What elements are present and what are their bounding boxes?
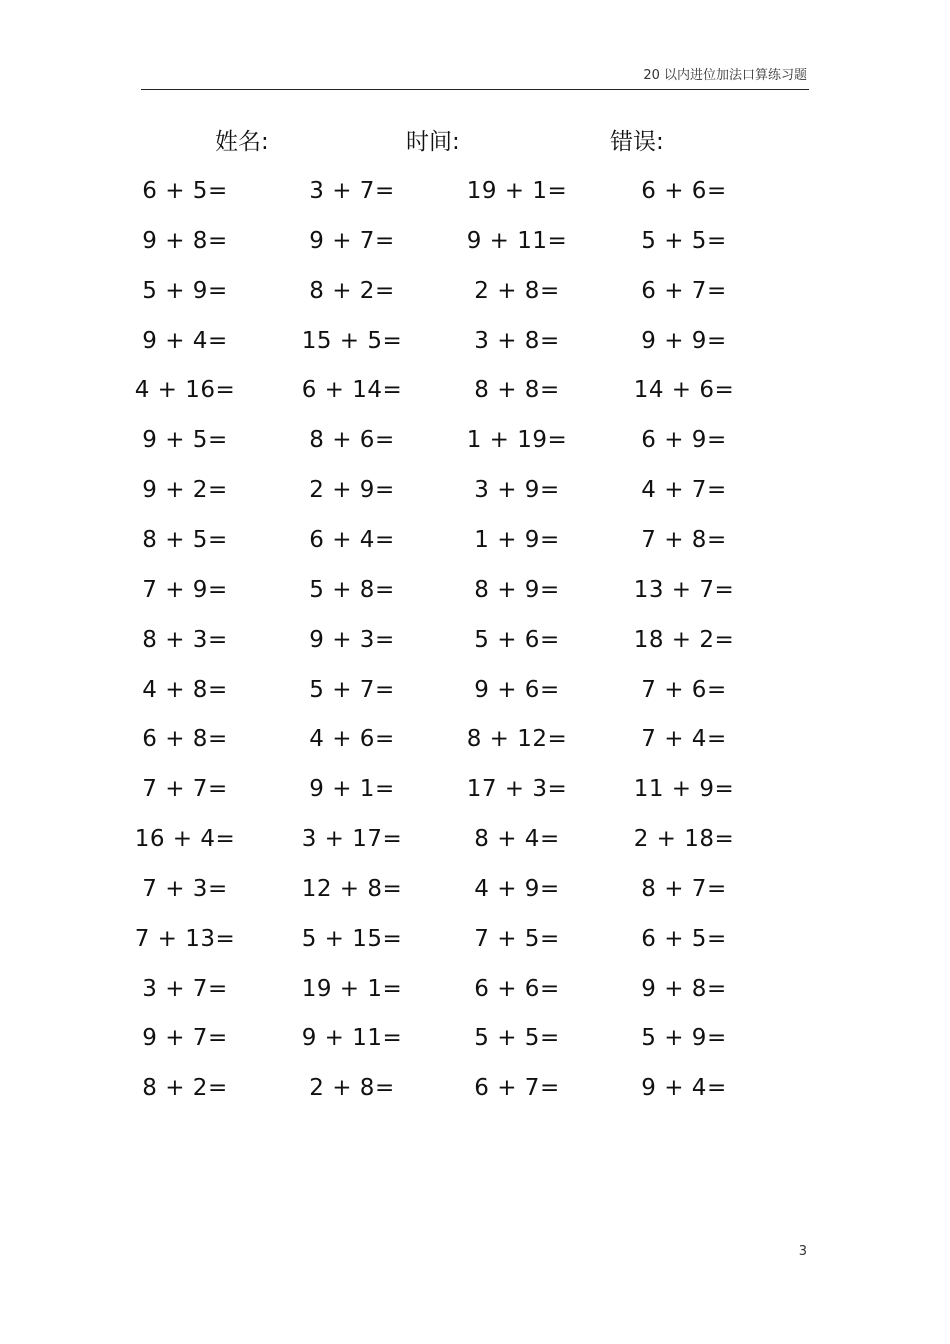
problem-item: 6 + 5= — [641, 926, 727, 952]
problem-item: 7 + 7= — [142, 776, 228, 802]
header-divider — [141, 89, 809, 90]
problem-item: 9 + 11= — [466, 228, 568, 254]
problem-item: 3 + 8= — [474, 328, 560, 354]
problem-item: 8 + 2= — [309, 278, 395, 304]
problem-item: 5 + 7= — [309, 677, 395, 703]
problem-item: 6 + 6= — [474, 976, 560, 1002]
problem-item: 13 + 7= — [633, 577, 735, 603]
problem-item: 9 + 8= — [641, 976, 727, 1002]
problem-item: 5 + 5= — [474, 1025, 560, 1051]
problem-item: 11 + 9= — [633, 776, 735, 802]
problem-item: 8 + 6= — [309, 427, 395, 453]
problem-item: 8 + 9= — [474, 577, 560, 603]
name-label: 姓名: — [215, 129, 269, 155]
problem-item: 4 + 9= — [474, 876, 560, 902]
problem-item: 17 + 3= — [466, 776, 568, 802]
problem-item: 1 + 19= — [466, 427, 568, 453]
problem-item: 9 + 2= — [142, 477, 228, 503]
problem-item: 9 + 9= — [641, 328, 727, 354]
problem-item: 9 + 6= — [474, 677, 560, 703]
problem-item: 5 + 6= — [474, 627, 560, 653]
problem-item: 3 + 9= — [474, 477, 560, 503]
problem-item: 6 + 8= — [142, 726, 228, 752]
problem-item: 8 + 2= — [142, 1075, 228, 1101]
problem-item: 5 + 9= — [142, 278, 228, 304]
problem-item: 8 + 7= — [641, 876, 727, 902]
problem-item: 5 + 15= — [301, 926, 403, 952]
time-label: 时间: — [406, 129, 460, 155]
problem-item: 7 + 5= — [474, 926, 560, 952]
problem-item: 15 + 5= — [301, 328, 403, 354]
problem-item: 9 + 1= — [309, 776, 395, 802]
problem-item: 6 + 4= — [309, 527, 395, 553]
problem-item: 3 + 17= — [301, 826, 403, 852]
problem-item: 4 + 6= — [309, 726, 395, 752]
errors-label: 错误: — [610, 129, 664, 155]
problem-item: 2 + 8= — [474, 278, 560, 304]
problem-item: 9 + 4= — [641, 1075, 727, 1101]
problem-item: 7 + 4= — [641, 726, 727, 752]
problem-item: 19 + 1= — [301, 976, 403, 1002]
problem-item: 7 + 6= — [641, 677, 727, 703]
problem-item: 6 + 9= — [641, 427, 727, 453]
problem-item: 12 + 8= — [301, 876, 403, 902]
problem-item: 4 + 7= — [641, 477, 727, 503]
problem-item: 6 + 7= — [641, 278, 727, 304]
problem-item: 9 + 4= — [142, 328, 228, 354]
problem-item: 14 + 6= — [633, 377, 735, 403]
problem-item: 8 + 5= — [142, 527, 228, 553]
problem-item: 5 + 9= — [641, 1025, 727, 1051]
page-number: 3 — [798, 1244, 807, 1259]
problem-item: 7 + 3= — [142, 876, 228, 902]
problem-item: 9 + 7= — [309, 228, 395, 254]
problem-item: 8 + 12= — [466, 726, 568, 752]
problem-item: 9 + 7= — [142, 1025, 228, 1051]
problem-item: 8 + 8= — [474, 377, 560, 403]
problem-item: 5 + 8= — [309, 577, 395, 603]
problem-item: 9 + 8= — [142, 228, 228, 254]
problem-item: 16 + 4= — [134, 826, 236, 852]
problem-item: 7 + 9= — [142, 577, 228, 603]
problem-item: 9 + 11= — [301, 1025, 403, 1051]
problem-item: 7 + 8= — [641, 527, 727, 553]
problem-item: 6 + 7= — [474, 1075, 560, 1101]
problem-item: 7 + 13= — [134, 926, 236, 952]
problem-item: 2 + 9= — [309, 477, 395, 503]
student-info-row — [0, 125, 950, 161]
problem-item: 4 + 8= — [142, 677, 228, 703]
problem-item: 5 + 5= — [641, 228, 727, 254]
problem-item: 8 + 4= — [474, 826, 560, 852]
problem-item: 9 + 5= — [142, 427, 228, 453]
header-title: 20 以内进位加法口算练习题 — [643, 68, 807, 83]
problem-item: 8 + 3= — [142, 627, 228, 653]
problem-item: 6 + 6= — [641, 178, 727, 204]
problem-item: 1 + 9= — [474, 527, 560, 553]
problem-item: 6 + 5= — [142, 178, 228, 204]
problem-item: 9 + 3= — [309, 627, 395, 653]
problem-item: 3 + 7= — [142, 976, 228, 1002]
problem-item: 3 + 7= — [309, 178, 395, 204]
problem-item: 2 + 8= — [309, 1075, 395, 1101]
problem-item: 19 + 1= — [466, 178, 568, 204]
problem-item: 2 + 18= — [633, 826, 735, 852]
problem-item: 18 + 2= — [633, 627, 735, 653]
problem-item: 6 + 14= — [301, 377, 403, 403]
problem-item: 4 + 16= — [134, 377, 236, 403]
